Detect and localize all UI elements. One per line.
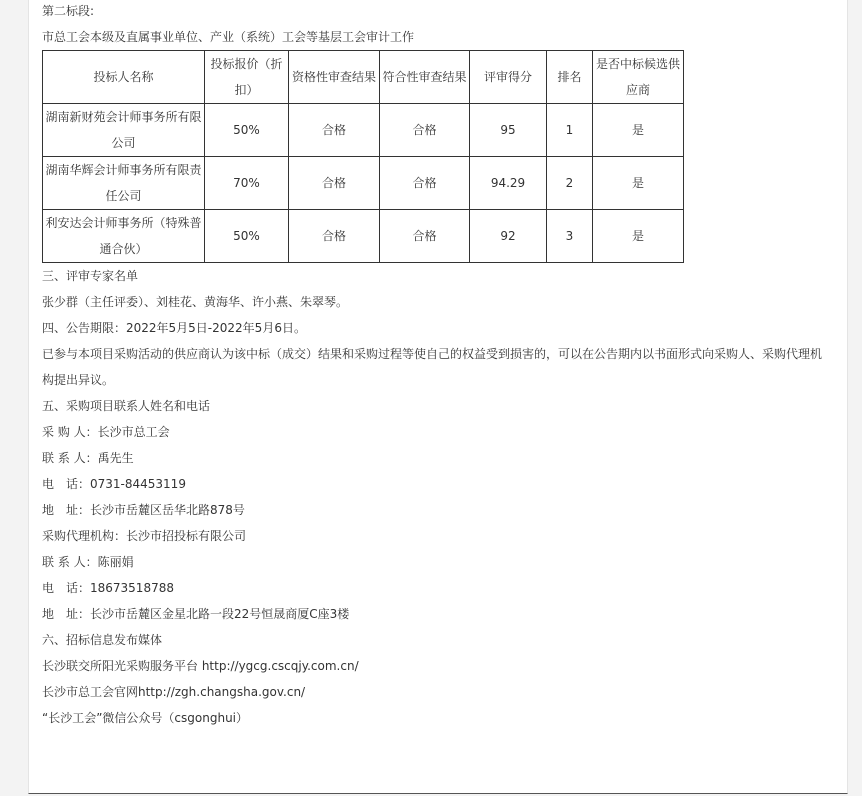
purchaser-phone: 电 话：0731-84453119 [42, 477, 186, 491]
bid-result-table [42, 50, 684, 263]
cell-is-candidate: 是 [593, 157, 684, 210]
cell-rank: 3 [547, 210, 593, 263]
table-row [43, 210, 684, 263]
cell-is-candidate: 是 [593, 210, 684, 263]
cell-bidder-name: 湖南新财苑会计师事务所有限公司 [43, 104, 205, 157]
notice-period: 四、公告期限：2022年5月5日-2022年5月6日。 [42, 321, 306, 335]
cell-rank: 2 [547, 157, 593, 210]
purchaser-address: 地 址：长沙市岳麓区岳华北路878号 [42, 503, 245, 517]
media-wechat: “长沙工会”微信公众号（csgonghui） [42, 711, 249, 725]
cell-score: 94.29 [470, 157, 547, 210]
cell-qualification: 合格 [289, 210, 380, 263]
cell-is-candidate: 是 [593, 104, 684, 157]
header-compliance: 符合性审查结果 [380, 51, 470, 104]
media-link-zgh: 长沙市总工会官网http://zgh.changsha.gov.cn/ [42, 685, 306, 699]
purchaser-name: 采 购 人：长沙市总工会 [42, 425, 170, 439]
table-header-row [43, 51, 684, 104]
cell-qualification: 合格 [289, 157, 380, 210]
table-row [43, 157, 684, 210]
agency-contact: 联 系 人：陈丽娟 [42, 555, 134, 569]
header-bidder-name: 投标人名称 [43, 51, 205, 104]
cell-bidder-name: 湖南华辉会计师事务所有限责任公司 [43, 157, 205, 210]
section-label: 第二标段: [42, 4, 95, 18]
agency-phone: 电 话：18673518788 [42, 581, 174, 595]
cell-score: 95 [470, 104, 547, 157]
project-title: 市总工会本级及直属事业单位、产业（系统）工会等基层工会审计工作 [42, 30, 415, 44]
cell-bidder-name: 利安达会计师事务所（特殊普通合伙） [43, 210, 205, 263]
cell-score: 92 [470, 210, 547, 263]
cell-bid-price: 70% [205, 157, 289, 210]
header-bid-price: 投标报价（折扣） [205, 51, 289, 104]
cell-bid-price: 50% [205, 104, 289, 157]
cell-compliance: 合格 [380, 210, 470, 263]
agency-address: 地 址：长沙市岳麓区金星北路一段22号恒晟商厦C座3楼 [42, 607, 350, 621]
cell-bid-price: 50% [205, 210, 289, 263]
purchaser-contact: 联 系 人：禹先生 [42, 451, 134, 465]
media-link-ygcg: 长沙联交所阳光采购服务平台 http://ygcg.cscqjy.com.cn/ [42, 659, 359, 673]
table-row [43, 104, 684, 157]
contacts-heading: 五、采购项目联系人姓名和电话 [42, 399, 211, 413]
media-heading: 六、招标信息发布媒体 [42, 633, 163, 647]
cell-compliance: 合格 [380, 104, 470, 157]
cell-compliance: 合格 [380, 157, 470, 210]
experts-heading: 三、评审专家名单 [42, 269, 139, 283]
experts-list: 张少群（主任评委）、刘桂花、黄海华、许小燕、朱翠琴。 [42, 295, 349, 309]
agency-name: 采购代理机构：长沙市招投标有限公司 [42, 529, 247, 543]
objection-paragraph: 已参与本项目采购活动的供应商认为该中标（成交）结果和采购过程等使自己的权益受到损害的，可以在公告期内以书面形式向采购人、采购代理机构提出异议。 [42, 347, 823, 387]
document-page [28, 0, 848, 794]
cell-rank: 1 [547, 104, 593, 157]
cell-qualification: 合格 [289, 104, 380, 157]
announcement-content [42, 0, 832, 731]
header-rank: 排名 [547, 51, 593, 104]
header-qualification: 资格性审查结果 [289, 51, 380, 104]
header-is-candidate: 是否中标候选供应商 [593, 51, 684, 104]
header-score: 评审得分 [470, 51, 547, 104]
